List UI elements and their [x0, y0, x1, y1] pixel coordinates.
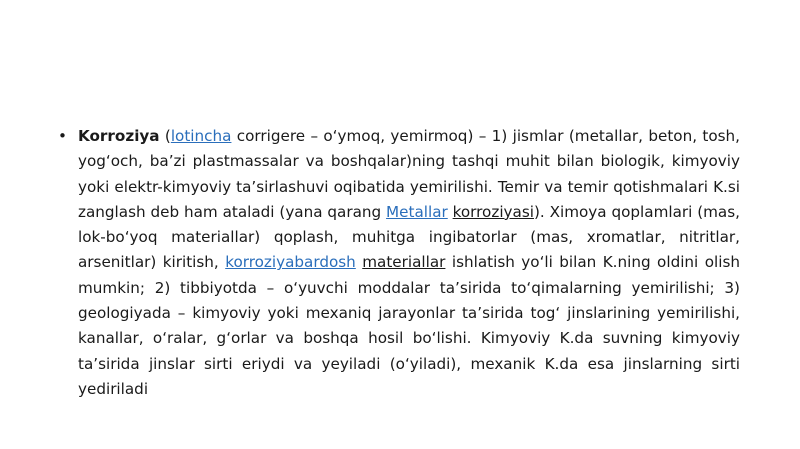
bullet-dot-icon: •: [58, 127, 67, 145]
definition-paragraph: [78, 124, 740, 402]
link-materiallar[interactable]: materiallar: [362, 253, 446, 272]
link-metallar[interactable]: Metallar: [386, 202, 448, 221]
link-lotincha[interactable]: lotincha: [170, 127, 232, 145]
text-segment-1: corrigere – o‘ymoq, yemirmoq) – 1) jismlar (metallar, beton, tosh, yog‘och, ba’zi plastmassalar va boshqalar)ning tashqi muhit bilan biologik, kimyoviy yoki elektr-kimyoviy ta’sirlashuvi oqibatida yemirilishi. Temir va temir qotishmalari K.si zanglash deb ham ataladi (yana qarang: [78, 127, 740, 221]
text-segment-2: ). Ximoya qoplamlari (mas, lok-bo‘yoq materiallar) qoplash, muhitga ingibatorlar (mas, xromatlar, nitritlar, arsenitlar) kiritish,: [78, 202, 740, 272]
link-korroziyabardosh[interactable]: korroziyabardosh: [225, 253, 356, 272]
text-segment-3: ishlatish yo‘li bilan K.ning oldini olish mumkin; 2) tibbiyotda – o‘yuvchi moddalar ta’sirida to‘qimalarning yemirilishi; 3) geologiyada – kimyoviy yoki mexaniq jarayonlar ta’sirida tog‘ jinslarining yemirilishi, kanallar, o‘ralar, g‘orlar va boshqa hosil bo‘lishi. Kimyoviy K.da suvning kimyoviy ta’sirida jinslar sirti eriydi va yeyiladi (o‘yiladi), mexanik K.da esa jinslarning sirti yediriladi: [78, 253, 740, 398]
bullet-item: [58, 124, 740, 402]
term-title: Korroziya: [78, 127, 160, 145]
link-korroziyasi[interactable]: korroziyasi: [452, 202, 534, 221]
text-open-paren: (: [159, 127, 171, 145]
